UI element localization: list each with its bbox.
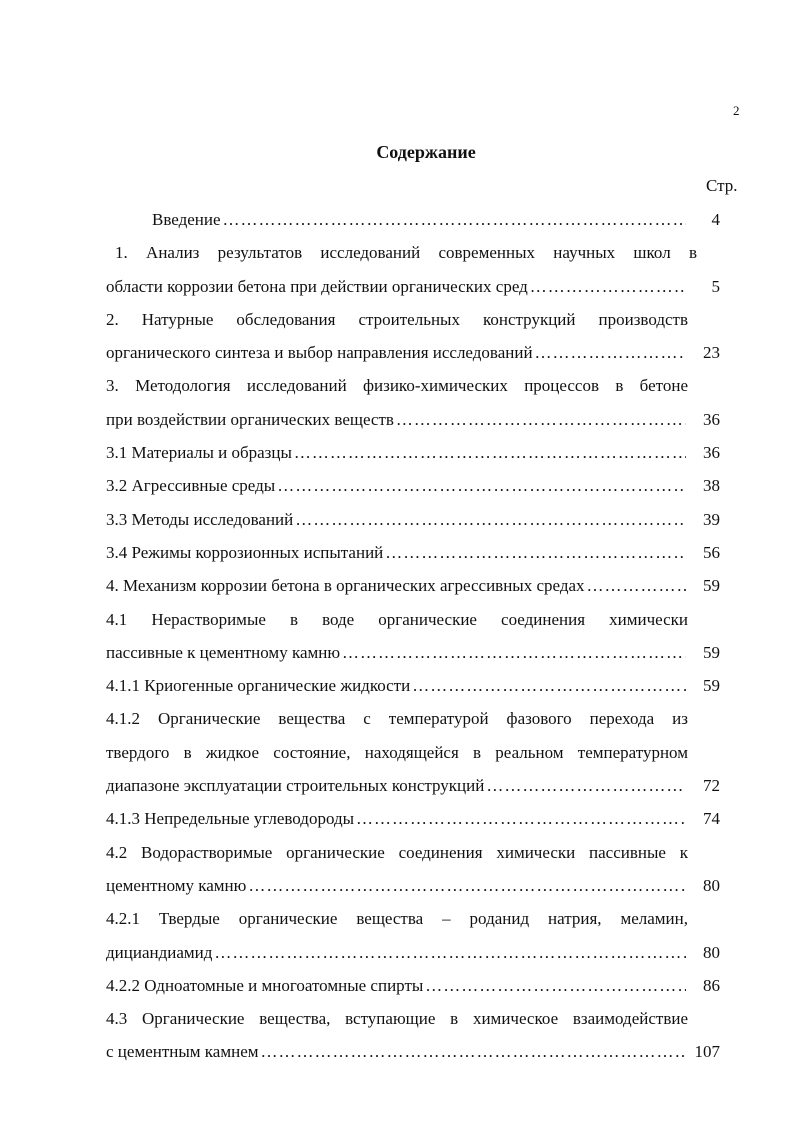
toc-entry-title: пассивные к цементному камню xyxy=(106,642,341,662)
toc-entry-text-line: 4.2.1 Твердые органические вещества – роданид натрия, меламин, xyxy=(106,909,688,929)
toc-page-number: 36 xyxy=(703,443,720,463)
dot-leader xyxy=(248,869,686,902)
toc-entry-text-line: 3. Методология исследований физико-химических процессов в бетоне xyxy=(106,376,688,396)
toc-entry-last-line xyxy=(106,270,720,303)
toc-page-number: 59 xyxy=(703,676,720,696)
toc-entry-text-line: 4.2 Водорастворимые органические соединения химически пассивные к xyxy=(106,842,688,862)
toc-entry-title: при воздействии органических веществ xyxy=(106,409,394,429)
toc-page-number: 80 xyxy=(703,942,720,962)
toc-page-number: 23 xyxy=(703,343,720,363)
toc-entry-text-line: 2. Натурные обследования строительных конструкций производств xyxy=(106,309,688,329)
toc-entry-last-line xyxy=(106,802,720,835)
toc-page-number: 39 xyxy=(703,509,720,529)
toc-entry[interactable] xyxy=(106,969,720,1002)
toc-entry-title: 3.4 Режимы коррозионных испытаний xyxy=(106,542,384,562)
toc-entry-title: цементному камню xyxy=(106,875,247,895)
toc-entry-text-line: 4.1.2 Органические вещества с температурой фазового перехода из xyxy=(106,709,688,729)
dot-leader xyxy=(356,802,686,835)
toc-entry[interactable] xyxy=(106,469,720,502)
toc-entry-last-line xyxy=(106,936,720,969)
toc-entry-title: 3.1 Материалы и образцы xyxy=(106,443,292,463)
toc-entry-last-line xyxy=(106,869,720,902)
toc-page-number: 38 xyxy=(703,476,720,496)
toc-entry-last-line xyxy=(106,969,720,1002)
toc-entry-title: с цементным камнем xyxy=(106,1042,259,1062)
toc-entry-last-line xyxy=(106,469,720,502)
toc-entry-title: области коррозии бетона при действии органических сред xyxy=(106,276,528,296)
toc-page-number: 56 xyxy=(703,542,720,562)
dot-leader xyxy=(385,536,686,569)
dot-leader xyxy=(396,403,686,436)
toc-entry-title: 4.1.1 Криогенные органические жидкости xyxy=(106,676,411,696)
toc-entry[interactable] xyxy=(106,436,720,469)
toc-page-number: 107 xyxy=(694,1042,720,1062)
toc-entry-last-line xyxy=(106,536,720,569)
toc-page-number: 59 xyxy=(703,576,720,596)
toc-page-number: 74 xyxy=(703,809,720,829)
toc-entry-text-line: 4.3 Органические вещества, вступающие в химическое взаимодействие xyxy=(106,1009,688,1029)
toc-entry[interactable] xyxy=(106,702,720,802)
dot-leader xyxy=(530,270,686,303)
toc-entry-title: диапазоне эксплуатации строительных конструкций xyxy=(106,776,485,796)
toc-entry-title: 4.1.3 Непредельные углеводороды xyxy=(106,809,355,829)
toc-page-number: 36 xyxy=(703,409,720,429)
dot-leader xyxy=(214,936,686,969)
toc-entry-title: органического синтеза и выбор направления исследований xyxy=(106,343,533,363)
toc-entry[interactable] xyxy=(106,1002,720,1069)
dot-leader xyxy=(277,469,686,502)
toc-entry-last-line xyxy=(106,569,720,602)
toc-entry-title: 3.3 Методы исследований xyxy=(106,509,294,529)
toc-entry-last-line xyxy=(106,1035,720,1068)
toc-entry[interactable] xyxy=(106,569,720,602)
toc-entry-last-line xyxy=(106,769,720,802)
toc-entry[interactable] xyxy=(106,203,720,236)
toc-entry-text-line: 4.1 Нерастворимые в воде органические соединения химически xyxy=(106,609,688,629)
toc-entry-last-line xyxy=(106,203,720,236)
dot-leader xyxy=(261,1035,686,1068)
toc-entry[interactable] xyxy=(106,802,720,835)
toc-entry-title: Введение xyxy=(152,210,221,229)
dot-leader xyxy=(535,336,686,369)
page-title: Содержание xyxy=(376,142,476,162)
dot-leader xyxy=(295,503,686,536)
dot-leader xyxy=(223,203,686,236)
toc-entry[interactable] xyxy=(106,836,720,903)
toc-entry[interactable] xyxy=(106,369,720,436)
toc-entry[interactable] xyxy=(106,303,720,370)
dot-leader xyxy=(486,769,686,802)
toc-entry-title: 4.2.2 Одноатомные и многоатомные спирты xyxy=(106,975,424,995)
dot-leader xyxy=(294,436,686,469)
toc-entry-last-line xyxy=(106,436,720,469)
toc-entry[interactable] xyxy=(106,669,720,702)
dot-leader xyxy=(342,636,686,669)
toc-entry-last-line xyxy=(106,636,720,669)
toc-entry-title: 4. Механизм коррозии бетона в органических агрессивных средах xyxy=(106,576,585,596)
toc-entry-last-line xyxy=(106,336,720,369)
toc-entry[interactable] xyxy=(106,503,720,536)
toc-entry-last-line xyxy=(106,403,720,436)
toc-page-number: 59 xyxy=(703,642,720,662)
dot-leader xyxy=(425,969,686,1002)
dot-leader xyxy=(587,569,686,602)
toc-entry-title: 3.2 Агрессивные среды xyxy=(106,476,276,496)
toc-page-number: 80 xyxy=(703,875,720,895)
page-column-label: Стр. xyxy=(706,176,738,195)
toc-entry-text-line: 1. Анализ результатов исследований современных научных школ в xyxy=(115,243,697,263)
toc-entry[interactable] xyxy=(106,603,720,670)
toc-entry[interactable] xyxy=(106,236,720,303)
toc-entry[interactable] xyxy=(106,536,720,569)
dot-leader xyxy=(412,669,686,702)
toc-entry-last-line xyxy=(106,503,720,536)
toc-page-number: 5 xyxy=(711,276,720,296)
toc-page-number: 72 xyxy=(703,776,720,796)
toc-page-number: 86 xyxy=(703,975,720,995)
toc-entry-title: дициандиамид xyxy=(106,942,213,962)
table-of-contents xyxy=(106,203,720,1069)
toc-entry[interactable] xyxy=(106,902,720,969)
toc-page-number: 4 xyxy=(711,210,720,229)
toc-entry-text-line: твердого в жидкое состояние, находящейся в реальном температурном xyxy=(106,742,688,762)
page-number: 2 xyxy=(733,103,740,118)
toc-entry-last-line xyxy=(106,669,720,702)
